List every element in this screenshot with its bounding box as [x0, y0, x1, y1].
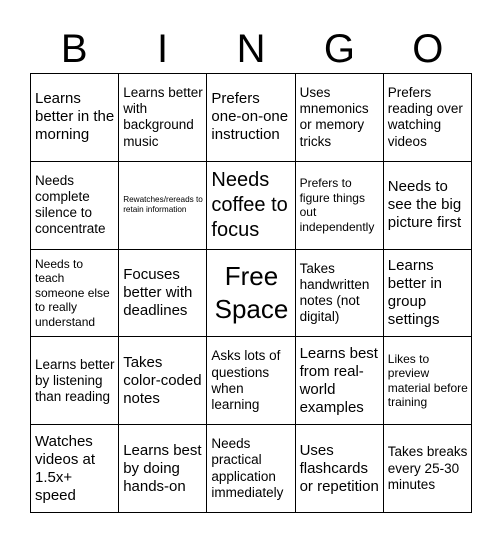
- bingo-cell[interactable]: [384, 74, 472, 162]
- cell-text: Prefers to figure things out independently: [299, 176, 375, 234]
- cell-text: Learns best by doing hands-on: [123, 441, 202, 495]
- cell-text: Needs to see the big picture first: [387, 178, 462, 232]
- cell-text: Takes handwritten notes (not digital): [299, 260, 370, 325]
- cell-text: Prefers one-on-one instruction: [211, 90, 289, 144]
- free-space-cell[interactable]: [207, 250, 295, 338]
- bingo-cell[interactable]: [119, 337, 207, 425]
- cell-text: Uses flashcards or repetition: [299, 441, 379, 495]
- bingo-cell[interactable]: [119, 250, 207, 338]
- header-letter-g: G: [323, 27, 355, 71]
- bingo-cell[interactable]: [207, 74, 295, 162]
- bingo-cell[interactable]: [119, 162, 207, 250]
- cell-text: Needs complete silence to concentrate: [35, 172, 106, 237]
- bingo-cell[interactable]: [119, 425, 207, 513]
- bingo-cell[interactable]: [31, 250, 119, 338]
- cell-text: Likes to preview material before training: [387, 352, 468, 410]
- bingo-cell[interactable]: [384, 425, 472, 513]
- cell-text: Learns best from real-world examples: [299, 344, 378, 416]
- cell-text: Learns better in the morning: [35, 90, 115, 144]
- cell-text: Needs practical application immediately: [211, 436, 284, 500]
- cell-text: Watches videos at 1.5x+ speed: [35, 432, 96, 504]
- header-letter-i: I: [157, 27, 169, 71]
- cell-text: Needs to teach someone else to really understand: [35, 257, 110, 329]
- cell-text: Rewatches/rereads to retain information: [123, 195, 203, 215]
- cell-text: Learns better in group settings: [387, 256, 442, 328]
- bingo-cell[interactable]: [207, 162, 295, 250]
- bingo-cell[interactable]: [207, 337, 295, 425]
- header-letter-n: N: [236, 27, 266, 71]
- bingo-cell[interactable]: [296, 74, 384, 162]
- bingo-cell[interactable]: [31, 74, 119, 162]
- cell-text: Focuses better with deadlines: [123, 265, 193, 319]
- cell-text: Learns better by listening than reading: [35, 356, 115, 404]
- bingo-cell[interactable]: [296, 250, 384, 338]
- bingo-cell[interactable]: [31, 162, 119, 250]
- cell-text: Needs coffee to focus: [211, 168, 288, 241]
- bingo-cell[interactable]: [296, 162, 384, 250]
- header-letter-b: B: [60, 27, 88, 71]
- cell-text: Takes color-coded notes: [123, 353, 202, 407]
- cell-text: Prefers reading over watching videos: [387, 85, 463, 149]
- bingo-cell[interactable]: [384, 162, 472, 250]
- bingo-cell[interactable]: [119, 74, 207, 162]
- bingo-cell[interactable]: [384, 337, 472, 425]
- bingo-cell[interactable]: [296, 337, 384, 425]
- cell-text: Uses mnemonics or memory tricks: [299, 85, 369, 149]
- bingo-cell[interactable]: [31, 425, 119, 513]
- cell-text: Asks lots of questions when learning: [211, 348, 281, 412]
- cell-text: Learns better with background music: [123, 85, 203, 149]
- bingo-cell[interactable]: [296, 425, 384, 513]
- bingo-cell[interactable]: [207, 425, 295, 513]
- header-letter-o: O: [412, 27, 444, 71]
- bingo-cell[interactable]: [31, 337, 119, 425]
- free-space-text: Free Space: [214, 261, 289, 324]
- bingo-cell[interactable]: [384, 250, 472, 338]
- cell-text: Takes breaks every 25-30 minutes: [387, 444, 468, 492]
- bingo-grid: [30, 73, 472, 513]
- bingo-header: [30, 26, 472, 72]
